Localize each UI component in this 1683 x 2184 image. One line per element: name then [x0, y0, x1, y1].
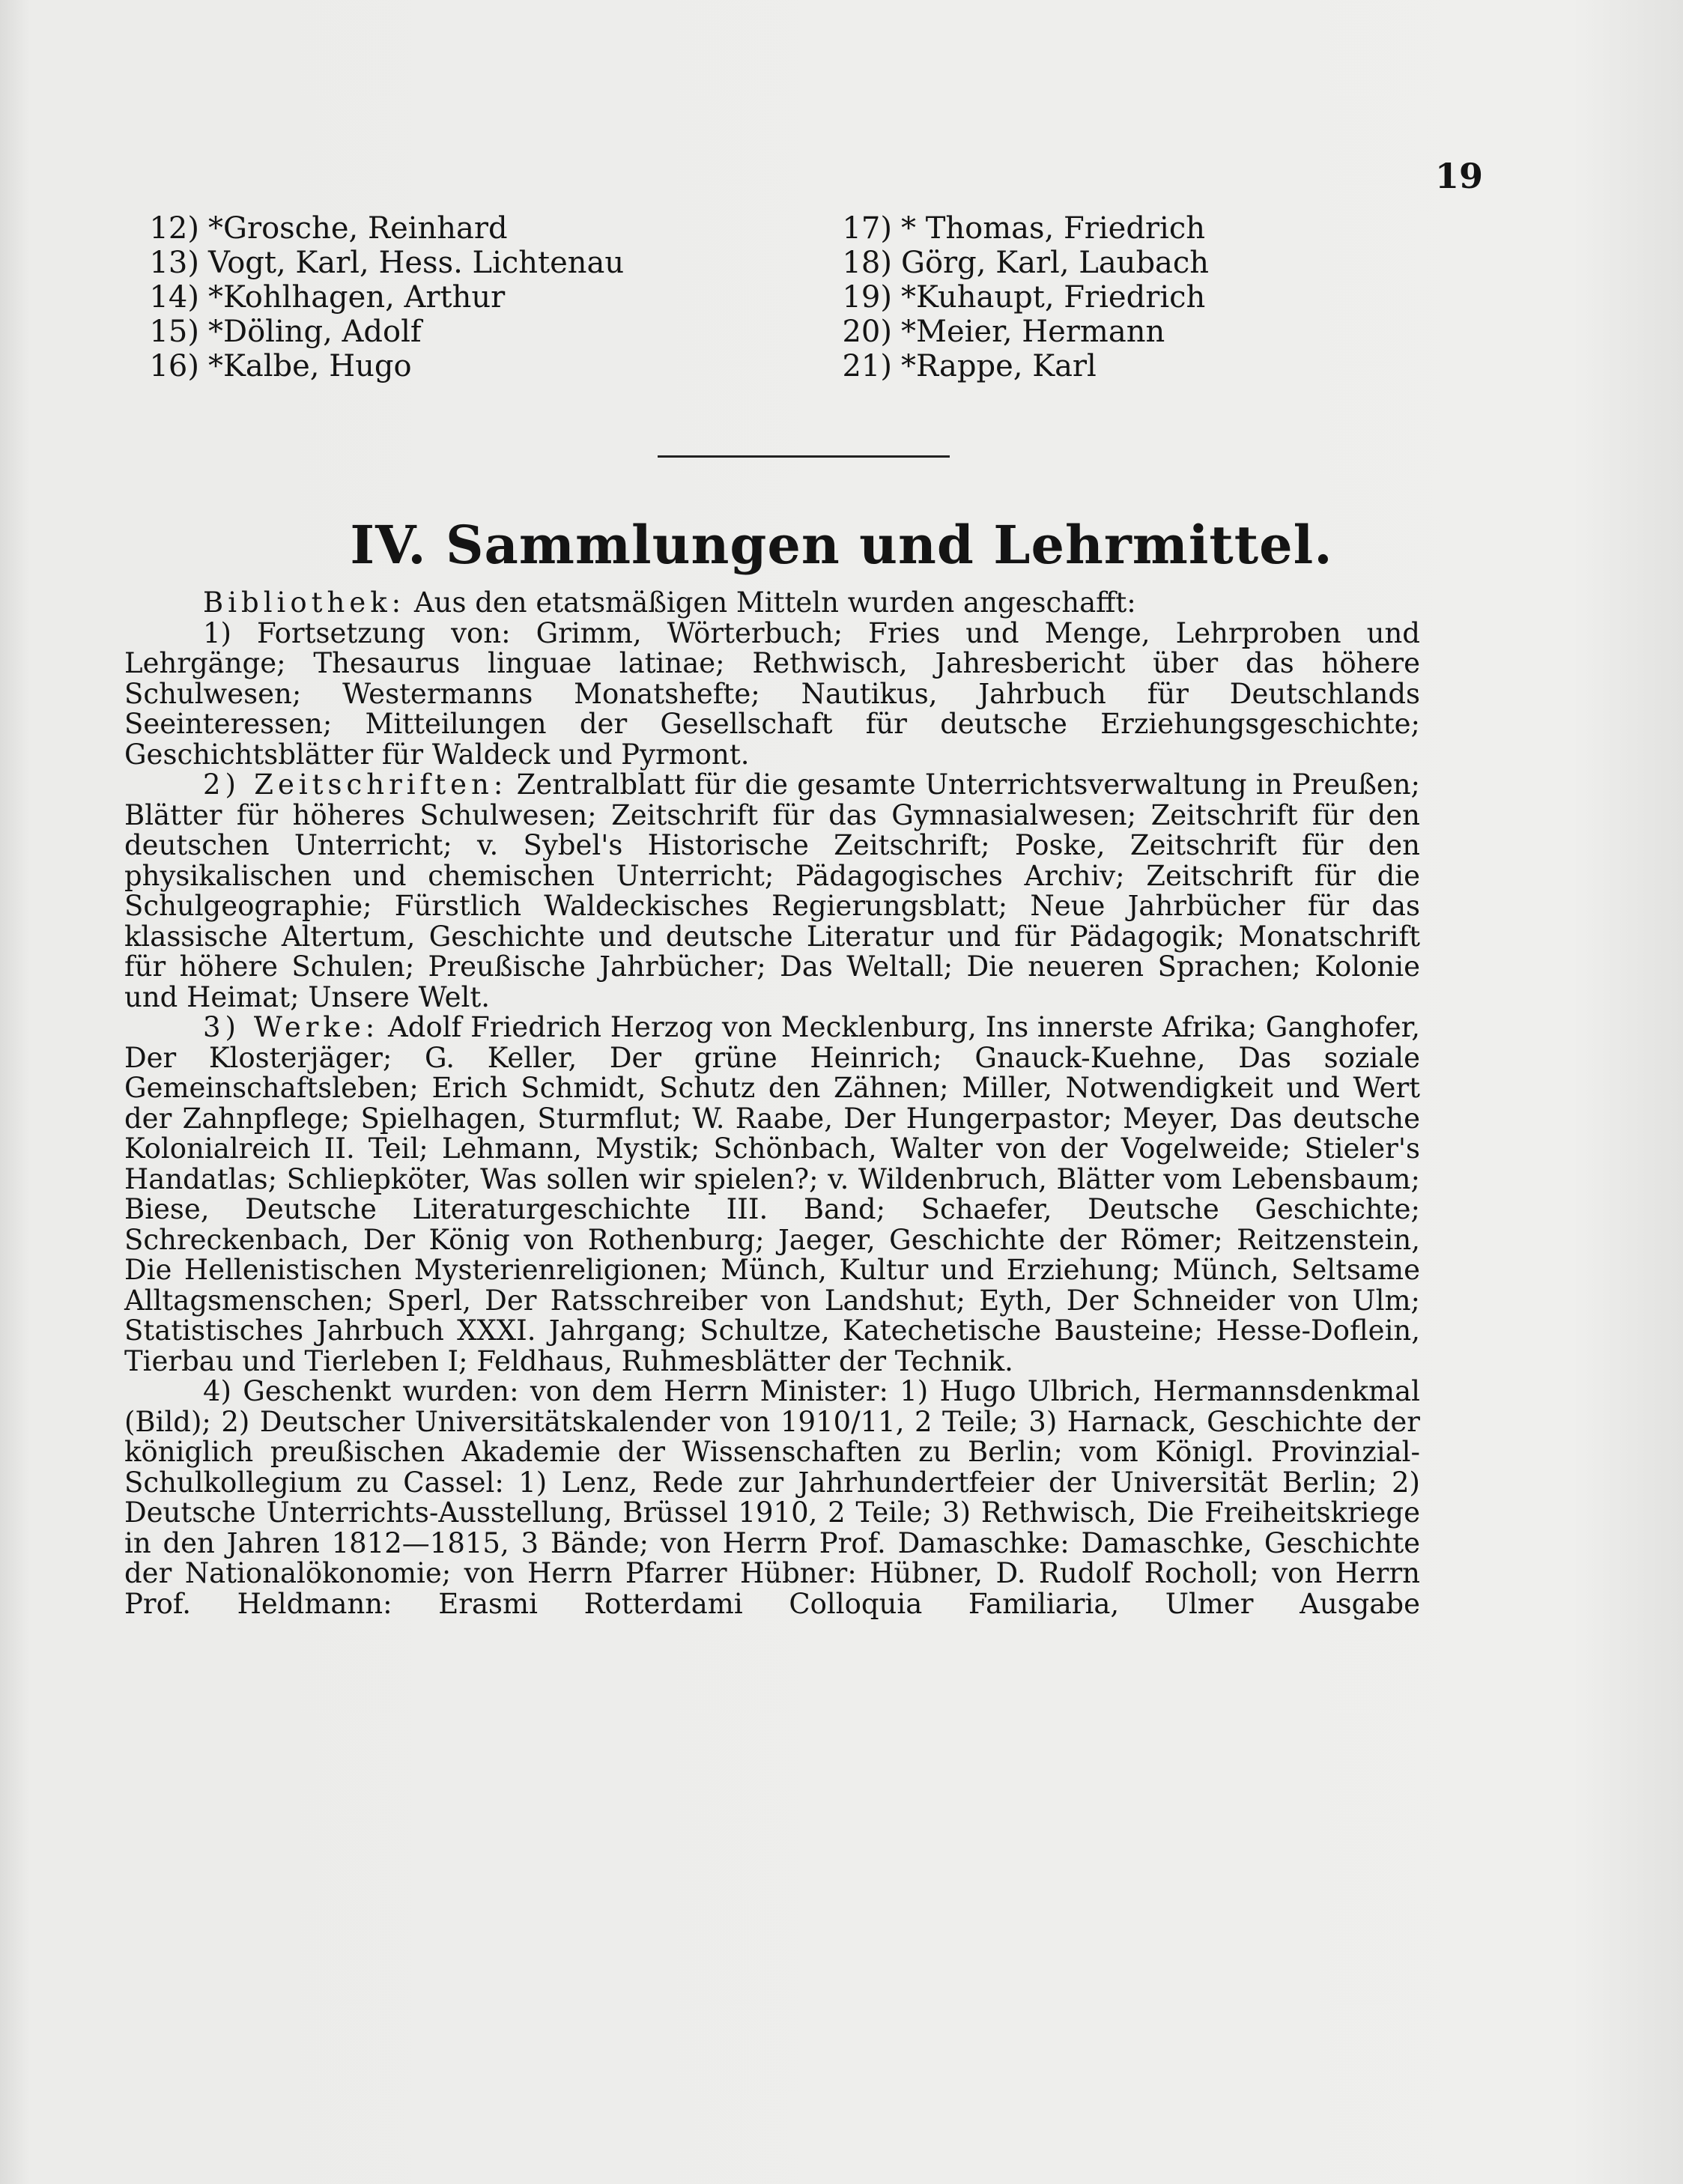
list-item	[828, 211, 1502, 246]
library-paragraph-journals	[124, 770, 1420, 1013]
list-item	[135, 211, 779, 246]
list-item-number: 20)	[842, 315, 892, 349]
list-item	[828, 280, 1502, 315]
list-item	[135, 246, 779, 280]
list-item-number: 12)	[149, 211, 199, 246]
list-item-number: 16)	[149, 349, 199, 383]
list-item-name: *Kalbe, Hugo	[208, 349, 412, 383]
list-item	[135, 315, 779, 349]
list-item-number: 18)	[842, 246, 892, 280]
library-section	[124, 588, 1420, 1619]
library-paragraph-continuations	[124, 616, 1420, 771]
list-item-name: * Thomas, Friedrich	[901, 211, 1205, 246]
paragraph-text: Zentralblatt für die gesamte Unterrichtsverwaltung in Preußen; Blätter für höheres Schulwesen; Zeitschrift für das Gymnasialwesen; Zeitschrift für den deutschen Unterricht; v. Sybel's Historische Zeitschrift; Poske, Zeitschrift für den physikalischen und chemischen Unterricht; Pädagogisches Archiv; Zeitschrift für die Schulgeographie; Fürstlich Waldeckisches Regierungsblatt; Neue Jahrbücher für das klassische Altertum, Geschichte und deutsche Literatur und für Pädagogik; Monatschrift für höhere Schulen; Preußische Jahrbücher; Das Weltall; Die neueren Sprachen; Kolonie und Heimat; Unsere Welt.	[124, 768, 1421, 1013]
list-item-number: 21)	[842, 349, 892, 383]
student-list-right	[828, 211, 1502, 383]
list-item-name: *Rappe, Karl	[901, 349, 1097, 383]
paragraph-label: 4) Geschenkt wurden:	[203, 1375, 519, 1407]
library-paragraph-works	[124, 1013, 1420, 1377]
paragraph-text: Adolf Friedrich Herzog von Mecklenburg, Ins innerste Afrika; Ganghofer, Der Klosterjäger; G. Keller, Der grüne Heinrich; Gnauck-Kuehne, Das soziale Gemeinschaftsleben; Erich Schmidt, Schutz den Zähnen; Miller, Notwendigkeit und Wert der Zahnpflege; Spielhagen, Sturmflut; W. Raabe, Der Hungerpastor; Meyer, Das deutsche Kolonialreich II. Teil; Lehmann, Mystik; Schönbach, Walter von der Vogelweide; Stieler's Handatlas; Schliepköter, Was sollen wir spielen?; v. Wildenbruch, Blätter vom Lebensbaum; Biese, Deutsche Literaturgeschichte III. Band; Schaefer, Deutsche Geschichte; Schreckenbach, Der König von Rothenburg; Jaeger, Geschichte der Römer; Reitzenstein, Die Hellenistischen Mysterienreligionen; Münch, Kultur und Erziehung; Münch, Seltsame Alltagsmenschen; Sperl, Der Ratsschreiber von Landshut; Eyth, Der Schneider von Ulm; Statistisches Jahrbuch XXXI. Jahrgang; Schultze, Katechetische Bausteine; Hesse-Doflein, Tierbau und Tierleben I; Feldhaus, Ruhmesblätter der Technik.	[124, 1011, 1420, 1377]
list-item-number: 19)	[842, 280, 892, 315]
list-item-number: 13)	[149, 246, 199, 280]
list-item-name: *Kuhaupt, Friedrich	[901, 280, 1206, 315]
paragraph-label: 3) Werke:	[203, 1011, 380, 1043]
paragraph-text: von dem Herrn Minister: 1) Hugo Ulbrich, Hermannsdenkmal (Bild); 2) Deutscher Universitätskalender von 1910/11, 2 Teile; 3) Harnack, Geschichte der königlich preußischen Akademie der Wissenschaften zu Berlin; vom Königl. Provinzial-Schulkollegium zu Cassel: 1) Lenz, Rede zur Jahrhundertfeier der Universität Berlin; 2) Deutsche Unterrichts-Ausstellung, Brüssel 1910, 2 Teile; 3) Rethwisch, Die Freiheitskriege in den Jahren 1812—1815, 3 Bände; von Herrn Prof. Damaschke: Damaschke, Geschichte der Nationalökonomie; von Herrn Pfarrer Hübner: Hübner, D. Rudolf Rocholl; von Herrn Prof. Heldmann: Erasmi Rotterdami Colloquia Familiaria, Ulmer Ausgabe	[124, 1375, 1420, 1620]
list-item-name: Vogt, Karl, Hess. Lichtenau	[208, 246, 625, 280]
library-intro	[124, 588, 1420, 619]
list-item	[135, 349, 779, 383]
list-item-number: 17)	[842, 211, 892, 246]
list-item-number: 14)	[149, 280, 199, 315]
library-paragraph-donations	[124, 1377, 1420, 1619]
list-item-name: *Meier, Hermann	[901, 315, 1165, 349]
section-divider	[658, 455, 950, 458]
list-item	[828, 246, 1502, 280]
list-item	[828, 349, 1502, 383]
list-item-number: 15)	[149, 315, 199, 349]
paragraph-label: 2) Zeitschriften:	[203, 768, 508, 801]
paragraph-text: Grimm, Wörterbuch; Fries und Menge, Lehrproben und Lehrgänge; Thesaurus linguae latinae; Rethwisch, Jahresbericht über das höhere Schulwesen; Westermanns Monatshefte; Nautikus, Jahrbuch für Deutschlands Seeinteressen; Mitteilungen der Gesellschaft für deutsche Erziehungsgeschichte; Geschichtsblätter für Waldeck und Pyrmont.	[124, 616, 1420, 771]
list-item	[135, 280, 779, 315]
list-item-name: Görg, Karl, Laubach	[901, 246, 1210, 280]
page-number: 19	[1434, 156, 1483, 196]
student-list-left	[135, 211, 779, 383]
list-item-name: *Grosche, Reinhard	[208, 211, 508, 246]
library-label: Bibliothek:	[203, 586, 406, 619]
section-heading: IV. Sammlungen und Lehrmittel.	[350, 514, 1333, 576]
list-item-name: *Döling, Adolf	[208, 315, 422, 349]
library-intro-text: Aus den etatsmäßigen Mitteln wurden angeschafft:	[413, 586, 1136, 619]
list-item	[828, 315, 1502, 349]
paragraph-label: 1) Fortsetzung von:	[203, 616, 511, 649]
list-item-name: *Kohlhagen, Arthur	[208, 280, 506, 315]
